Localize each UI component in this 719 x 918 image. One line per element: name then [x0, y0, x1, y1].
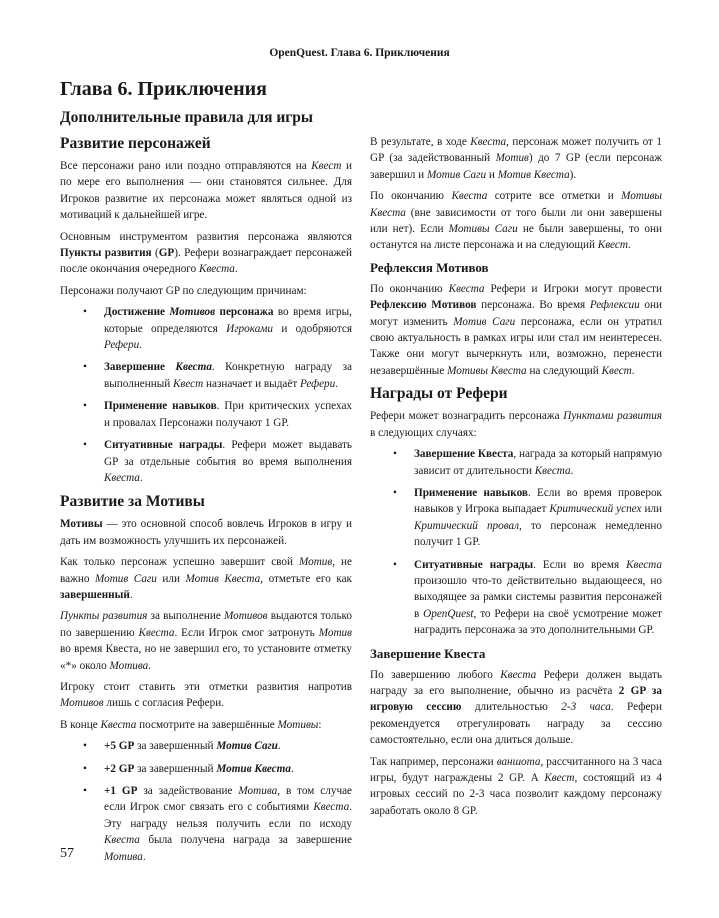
list-item: • Завершение Квеста. Конкретную награду за выполненный Квест назначает и выдаёт Рефери. [60, 359, 352, 392]
paragraph: По окончанию Квеста Рефери и Игроки могут провести Рефлексию Мотивов персонажа. Во время Рефлексии они могут изменить Мотив Саги персонажа, если он утратил свою актуальность в рамках игры или стал им неинтересен. Также они могут вычеркнуть или, возможно, перенести незавершённые Мотивы Квеста на следующий Квест. [370, 282, 662, 377]
list-item: • Ситуативные награды. Рефери может выдавать GP за отдельные события во время выполнения Квеста. [60, 437, 352, 486]
paragraph: В конце Квеста посмотрите на завершённые Мотивы: [60, 718, 322, 731]
heading-motive-reflection: Рефлексия Мотивов [370, 259, 489, 275]
page-number: 57 [60, 846, 74, 861]
paragraph: Так например, персонажи ваншота, рассчитанного на 3 часа игры, будут награждены 2 GP. А Квест, состоящий из 4 игровых сессий по 2-3 часа позволит каждому персонажу заработать около 8 GP. [370, 755, 662, 817]
section-title: Дополнительные правила для игры [60, 109, 314, 126]
list-item: • Ситуативные награды. Если во время Квеста произошло что-то действительно выдающееся, но выходящее за рамки системы развития персонажей в OpenQuest, то Рефери на своё усмотрение может наградить персонажа за это дополнительными GP. [370, 557, 662, 639]
chapter-title: Глава 6. Приключения [60, 78, 267, 100]
paragraph: По завершению любого Квеста Рефери должен выдать награду за его выполнение, обычно из расчёта 2 GP за игровую сессию длительностью 2-3 часа. Рефери рекомендуется отрегулировать награду за сессию самостоятельно, если она длиться дольше. [370, 668, 662, 747]
paragraph: Мотивы — это основной способ вовлечь Игроков в игру и дать им возможность улучшить их персонажей. [60, 518, 352, 547]
gp-reasons-list [60, 304, 352, 486]
left-column [60, 134, 352, 871]
list-item: • +1 GP за задействование Мотива, в том случае если Игрок смог связать его с событиями Квеста. Эту награду нельзя получить если по исходу Квеста была получена награда за завершение Мотива. [60, 783, 352, 865]
list-item: • Достижение Мотивов персонажа во время игры, которые определяются Игроками и одобряются Рефери. [60, 304, 352, 353]
list-item: • +5 GP за завершенный Мотив Саги. [60, 738, 352, 754]
paragraph: Как только персонаж успешно завершит свой Мотив, не важно Мотив Саги или Мотив Квеста, отметьте его как завершенный. [60, 556, 352, 601]
paragraph: Пункты развития за выполнение Мотивов выдаются только по завершению Квеста. Если Игрок смог затронуть Мотив во время Квеста, но не завершил его, то установите отметку «*» около Мотива. [60, 610, 353, 672]
list-item: • +2 GP за завершенный Мотив Квеста. [60, 761, 352, 777]
paragraph: В результате, в ходе Квеста, персонаж может получить от 1 GP (за задействованный Мотив) до 7 GP (если персонаж завершил и Мотив Саги и Мотив Квеста). [370, 136, 662, 181]
paragraph: Рефери может вознаградить персонажа Пунктами развития в следующих случаях: [370, 410, 663, 439]
heading-quest-completion: Завершение Квеста [370, 645, 486, 661]
referee-rewards-list [370, 446, 662, 638]
list-item: • Применение навыков. Если во время проверок навыков у Игрока выпадает Критический успех или Критический провал, то персонаж немедленно получит 1 GP. [370, 485, 662, 551]
list-item: • Завершение Квеста, награда за который напрямую зависит от длительности Квеста. [370, 446, 662, 479]
running-head: OpenQuest. Глава 6. Приключения [269, 47, 450, 59]
paragraph: Все персонажи рано или поздно отправляются на Квест и по мере его выполнения — они становятся сильнее. Для Игроков развитие их персонажа может являться одной из мотиваций к дальнейшей игре. [60, 160, 352, 222]
heading-referee-rewards: Награды от Рефери [370, 385, 508, 403]
paragraph: Персонажи получают GP по следующим причинам: [60, 284, 307, 297]
heading-motive-development: Развитие за Мотивы [60, 493, 205, 511]
right-column [370, 134, 662, 824]
paragraph: По окончанию Квеста сотрите все отметки и Мотивы Квеста (вне зависимости от того были ли они завершены или нет). Если Мотивы Саги не были завершены, то они останутся на листе персонажа и на следующий Квест. [370, 190, 663, 252]
motive-rewards-list [60, 738, 352, 865]
paragraph: Основным инструментом развития персонажа являются Пункты развития (GP). Рефери вознаграждает персонажей после окончания очередного Квеста. [60, 230, 353, 276]
paragraph: Игроку стоит ставить эти отметки развития напротив Мотивов лишь с согласия Рефери. [60, 680, 352, 710]
heading-character-development: Развитие персонажей [60, 135, 211, 152]
list-item: • Применение навыков. При критических успехах и провалах Персонажи получают 1 GP. [60, 398, 352, 431]
